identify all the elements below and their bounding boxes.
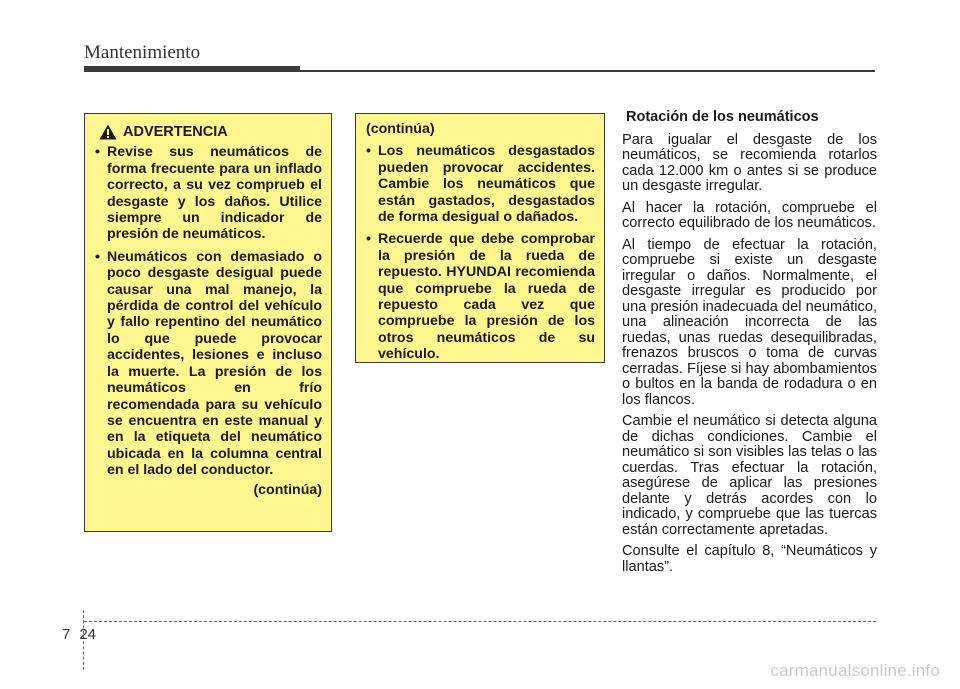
header-rule [300,70,875,72]
footer-dashed-rule [84,621,876,622]
tire-rotation-section [622,110,877,581]
warning-header [99,124,322,140]
page-number [62,626,96,643]
section-paragraph: Para igualar el desgaste de los neumáticos, se recomienda rotarlos cada 12.000 km o antes si se produce un desgaste irregular. [622,131,877,194]
page-number-value: 24 [79,626,97,643]
continues-label: (continúa) [253,481,322,498]
warning-bullet: • Los neumáticos desgastados pueden provocar accidentes. Cambie los neumáticos que están gastados, desgastados de forma desigual o dañados. [366,143,595,225]
warning-title: ADVERTENCIA [123,124,228,140]
section-paragraph: Cambie el neumático si detecta alguna de dichas condiciones. Cambie el neumático si son visibles las telas o las cuerdas. Tras efectuar la rotación, asegúrese de aplicar las presiones delante y detrás acordes con lo indicado, y compruebe que las tuercas están correctamente apretadas. [622,413,877,538]
warning-bullet: • Neumáticos con demasiado o poco desgaste desigual puede causar una mal manejo, la pérdida de control del vehículo y fallo repentino del neumático lo que puede provocar accidentes, lesiones e incluso la muerte. La presión de los neumáticos en frío recomendada para su vehículo se encuentra en este manual y en la etiqueta del neumático ubicada en la columna central en el lado del conductor. [95,249,322,479]
continued-heading: (continúa) [366,121,435,137]
warning-triangle-icon [99,124,117,140]
section-paragraph: Al tiempo de efectuar la rotación, compruebe si existe un desgaste irregular o daños. Normalmente, el desgaste irregular es producido por una presión inadecuada del neumático, una alineación incorrecta de las ruedas, unas ruedas desequilibradas, frenazos bruscos o toma de curvas cerradas. Fíjese si hay abombamientos o bultos en la banda de rodadura o en los flancos. [622,236,877,408]
section-paragraph: Al hacer la rotación, compruebe el correcto equilibrado de los neumáticos. [622,199,877,231]
warning-box-continued [355,113,605,363]
page-header-title: Mantenimiento [84,42,201,63]
section-paragraph: Consulte el capítulo 8, “Neumáticos y llantas”. [622,543,877,575]
header-bar [84,66,300,72]
warning-bullet: • Revise sus neumáticos de forma frecuente para un inflado correcto, a su vez comprueb el desgaste y los daños. Utilice siempre un indicador de presión de neumáticos. [95,144,322,242]
watermark: carmanualsonline.info [770,661,940,680]
warning-box [84,113,332,532]
warning-bullet: • Recuerde que debe comprobar la presión de la rueda de repuesto. HYUNDAI recomienda que compruebe la rueda de repuesto cada vez que compruebe la presión de los otros neumáticos de su vehículo. [366,231,595,362]
chapter-number: 7 [62,626,71,643]
section-heading: Rotación de los neumáticos [626,109,819,125]
